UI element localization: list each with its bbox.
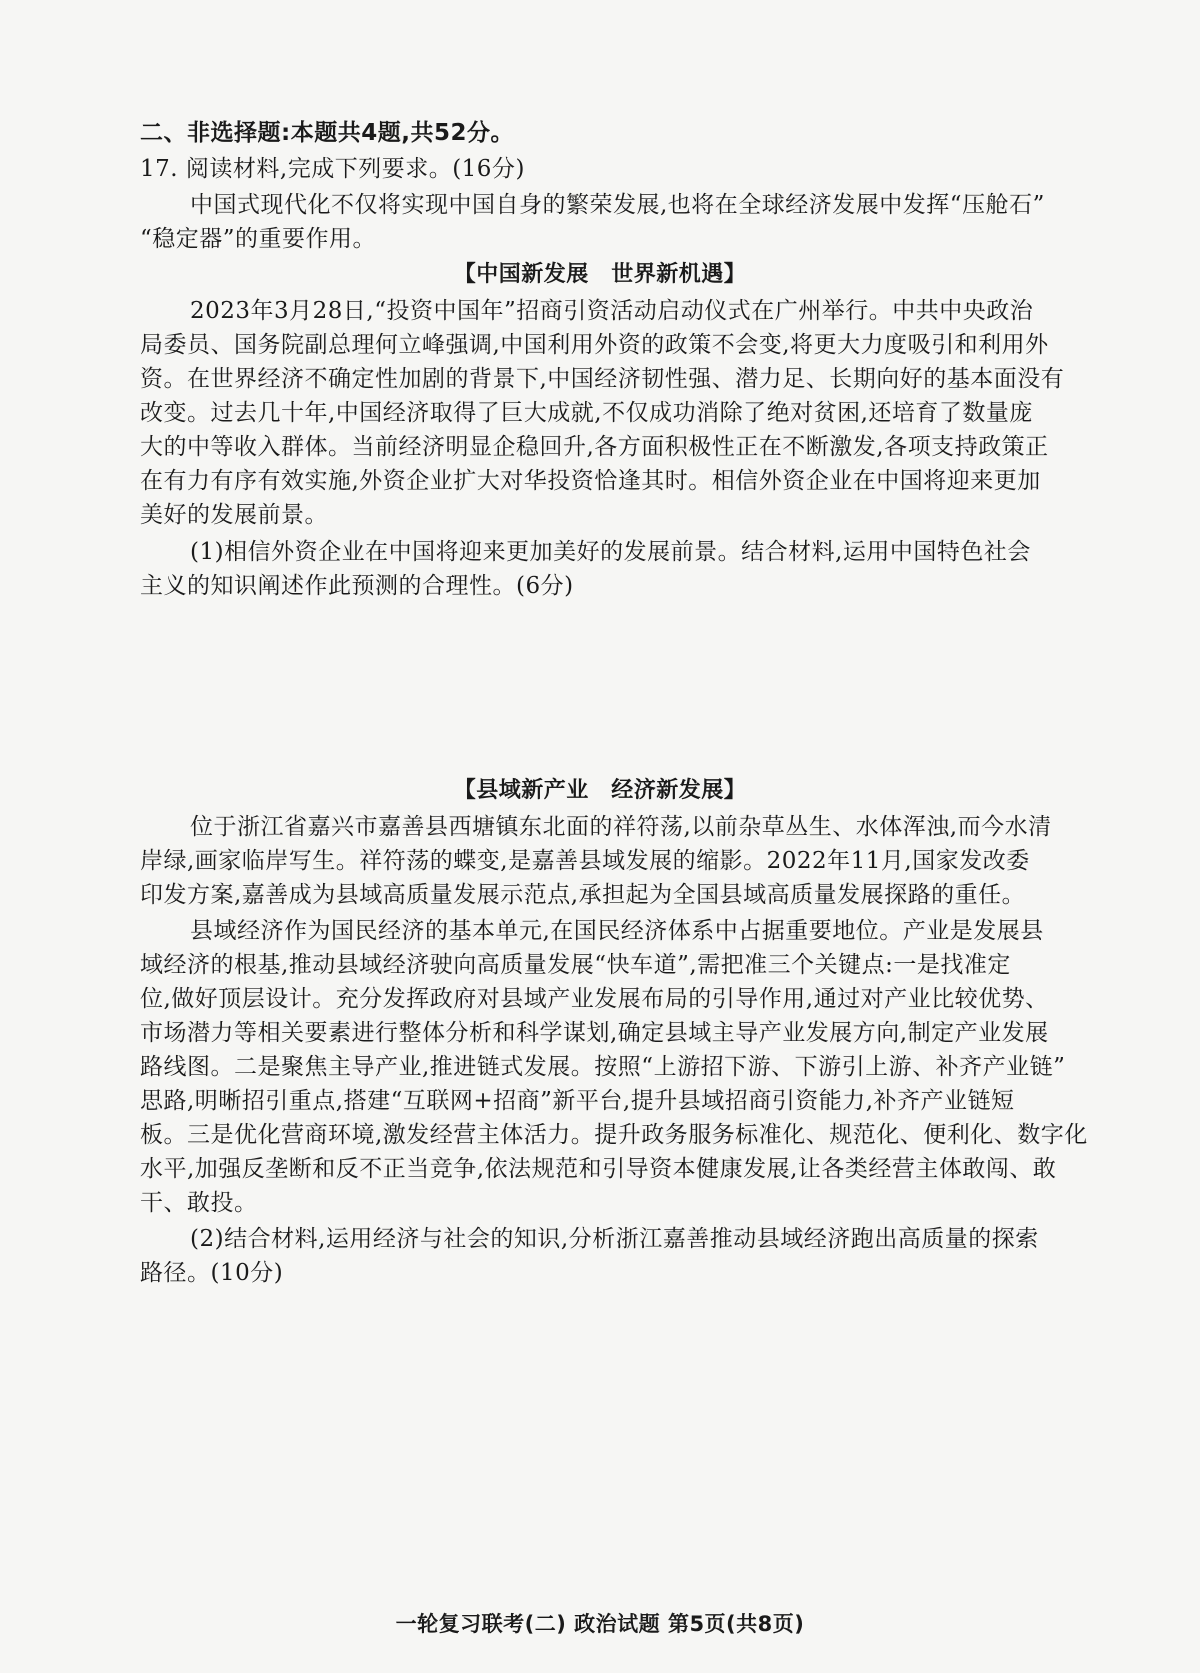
material1-heading: 【中国新发展 世界新机遇】: [453, 262, 747, 287]
material2-line: 路线图。二是聚焦主导产业,推进链式发展。按照“上游招下游、下游引上游、补齐产业链”: [140, 1054, 1066, 1080]
question-stem: 17. 阅读材料,完成下列要求。(16分): [140, 156, 525, 182]
material1-line: 大的中等收入群体。当前经济明显企稳回升,各方面积极性正在不断激发,各项支持政策正: [140, 434, 1049, 460]
material2-line: 岸绿,画家临岸写生。祥符荡的蝶变,是嘉善县域发展的缩影。2022年11月,国家发改委: [140, 848, 1030, 874]
subquestion1-line: 主义的知识阐述作此预测的合理性。(6分): [140, 573, 574, 599]
material2-line: 水平,加强反垄断和反不正当竞争,依法规范和引导资本健康发展,让各类经营主体敢闯、敢: [140, 1156, 1057, 1182]
page-footer: 一轮复习联考(二) 政治试题 第5页(共8页): [395, 1612, 805, 1636]
material1-line: 美好的发展前景。: [140, 502, 328, 528]
material1-line: 改变。过去几十年,中国经济取得了巨大成就,不仅成功消除了绝对贫困,还培育了数量庞: [140, 400, 1033, 426]
material2-line: 市场潜力等相关要素进行整体分析和科学谋划,确定县域主导产业发展方向,制定产业发展: [140, 1020, 1049, 1046]
material2-line: 板。三是优化营商环境,激发经营主体活力。提升政务服务标准化、规范化、便利化、数字化: [140, 1122, 1088, 1148]
intro-line: “稳定器”的重要作用。: [140, 226, 377, 252]
material1-line: 2023年3月28日,“投资中国年”招商引资活动启动仪式在广州举行。中共中央政治: [190, 298, 1034, 324]
material2-line: 位,做好顶层设计。充分发挥政府对县域产业发展布局的引导作用,通过对产业比较优势、: [140, 986, 1049, 1012]
section-title: 二、非选择题:本题共4题,共52分。: [140, 120, 514, 146]
material1-line: 局委员、国务院副总理何立峰强调,中国利用外资的政策不会变,将更大力度吸引和利用外: [140, 332, 1049, 358]
material2-heading: 【县域新产业 经济新发展】: [453, 778, 747, 803]
material2-line: 县域经济作为国民经济的基本单元,在国民经济体系中占据重要地位。产业是发展县: [190, 918, 1044, 944]
material2-line: 思路,明晰招引重点,搭建“互联网+招商”新平台,提升县域招商引资能力,补齐产业链短: [140, 1088, 1015, 1114]
material2-line: 印发方案,嘉善成为县域高质量发展示范点,承担起为全国县域高质量发展探路的重任。: [140, 882, 1026, 908]
material1-line: 在有力有序有效实施,外资企业扩大对华投资恰逢其时。相信外资企业在中国将迎来更加: [140, 468, 1041, 494]
material2-line: 位于浙江省嘉兴市嘉善县西塘镇东北面的祥符荡,以前杂草丛生、水体浑浊,而今水清: [190, 814, 1052, 840]
material1-line: 资。在世界经济不确定性加剧的背景下,中国经济韧性强、潜力足、长期向好的基本面没有: [140, 366, 1065, 392]
material2-line: 域经济的根基,推动县域经济驶向高质量发展“快车道”,需把准三个关键点:一是找准定: [140, 952, 1011, 978]
material2-line: 干、敢投。: [140, 1190, 258, 1216]
subquestion2-line: 路径。(10分): [140, 1260, 284, 1286]
subquestion1-line: (1)相信外资企业在中国将迎来更加美好的发展前景。结合材料,运用中国特色社会: [190, 539, 1031, 565]
subquestion2-line: (2)结合材料,运用经济与社会的知识,分析浙江嘉善推动县域经济跑出高质量的探索: [190, 1226, 1039, 1252]
intro-line: 中国式现代化不仅将实现中国自身的繁荣发展,也将在全球经济发展中发挥“压舱石”: [190, 192, 1045, 218]
